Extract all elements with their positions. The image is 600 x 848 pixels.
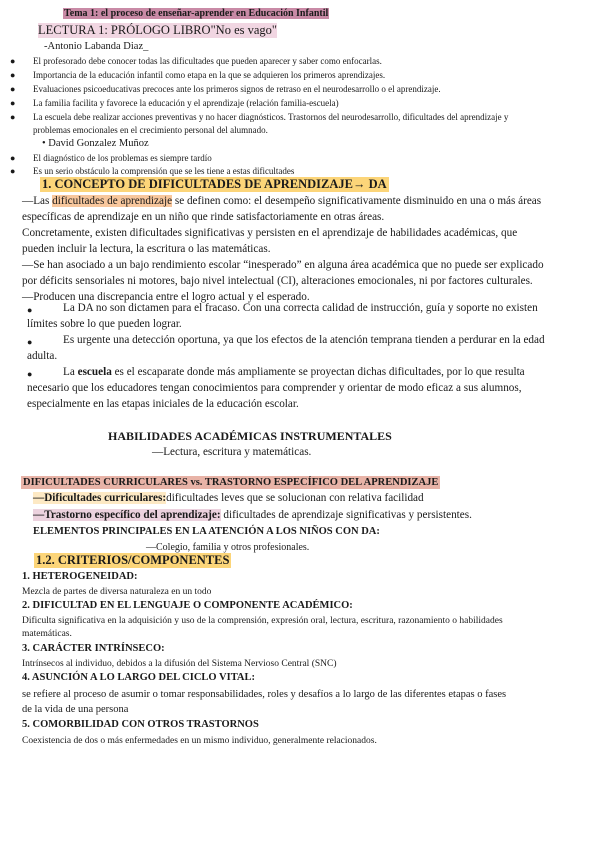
text-span: Concretamente, existen dificultades significativas y persisten en el aprendizaje de habilidades académicas, que xyxy=(22,227,518,239)
criterio-text: se refiere al proceso de asumir o tomar responsabilidades, roles y desafíos a lo largo de las diferentes etapas o fases xyxy=(22,689,507,700)
definition-paragraph xyxy=(22,193,592,305)
criterio-text: de la vida de una persona xyxy=(22,704,129,715)
text-span: —Producen una discrepancia entre el logro actual y el esperado. xyxy=(22,291,310,303)
text-span: pueden incluir la lectura, la escritura o las matemáticas. xyxy=(22,243,271,255)
list-item-continuation: especialmente en las etapas iniciales de la educación escolar. xyxy=(27,398,299,410)
text-span: específicas de aprendizaje en un niño que rinde satisfactoriamente en otras áreas. xyxy=(22,211,385,223)
criterio-title: 1. HETEROGENEIDAD: xyxy=(22,571,138,582)
bullet-icon: ● xyxy=(10,56,16,66)
criterio-text: Dificulta significativa en la adquisición y uso de la comprensión, expresión oral, lectura, escritura, razonamiento o habilidades xyxy=(22,616,503,626)
list-item: La DA no son dictamen para el fracaso. Con una correcta calidad de instrucción, guía y soporte no existen xyxy=(63,302,538,314)
text-span: —Las xyxy=(22,195,53,207)
comparison-item-curriculares xyxy=(33,492,424,504)
text-span: se definen como: el desempeño significativamente disminuido en una o más áreas xyxy=(172,195,542,207)
section-1-heading: 1. CONCEPTO DE DIFICULTADES DE APRENDIZAJE→ DA xyxy=(42,177,387,191)
habilidades-title: HABILIDADES ACADÉMICAS INSTRUMENTALES xyxy=(108,429,392,443)
text-span: es el escaparate donde más ampliamente se proyectan dichas dificultades, por lo que resulta xyxy=(111,366,525,378)
habilidades-subtitle: —Lectura, escritura y matemáticas. xyxy=(152,446,312,458)
bullet-icon: ● xyxy=(10,70,16,80)
text-span: —Se han asociado a un bajo rendimiento escolar “inesperado” en alguna área académica que no puede ser explicado xyxy=(22,259,544,271)
tema-title: Tema 1: el proceso de enseñar-aprender en Educación Infantil xyxy=(64,8,329,19)
elementos-subtitle: —Colegio, familia y otros profesionales. xyxy=(146,542,310,553)
criterio-text: Mezcla de partes de diversa naturaleza en un todo xyxy=(22,587,212,597)
list-item: Evaluaciones psicoeducativas precoces ante los primeros signos de retraso en el neurodesarrollo o el aprendizaje. xyxy=(33,84,441,94)
bullet-icon: ● xyxy=(10,166,16,176)
text-span: La xyxy=(63,366,78,378)
list-item: Es un serio obstáculo la comprensión que se les tiene a estas dificultades xyxy=(33,166,295,176)
comparison-item-trastorno xyxy=(33,509,472,521)
list-item-continuation: límites sobre lo que pueden lograr. xyxy=(27,318,182,330)
bullet-icon: ● xyxy=(10,98,16,108)
author-david: • David Gonzalez Muñoz xyxy=(42,138,149,149)
text-span: dificultades de aprendizaje significativas y persistentes. xyxy=(220,509,472,521)
lectura-title: LECTURA 1: PRÓLOGO LIBRO"No es vago" xyxy=(38,23,278,37)
author-antonio: -Antonio Labanda Diaz_ xyxy=(44,41,149,52)
list-item-continuation: adulta. xyxy=(27,350,58,362)
bullet-icon: ● xyxy=(27,305,33,315)
label-curriculares: —Dificultades curriculares: xyxy=(33,492,167,504)
list-item: Es urgente una detección oportuna, ya que los efectos de la atención temprana tienden a perdurar en la edad xyxy=(63,334,545,346)
elementos-heading: ELEMENTOS PRINCIPALES EN LA ATENCIÓN A LOS NIÑOS CON DA: xyxy=(33,526,380,537)
list-item: La escuela debe realizar acciones preventivas y no hacer diagnósticos. Trastornos del neurodesarrollo, dificultades del aprendizaje y xyxy=(33,112,509,122)
highlight-dificultades: dificultades de aprendizaje xyxy=(52,195,173,207)
bullet-icon: ● xyxy=(10,84,16,94)
criterio-text: matemáticas. xyxy=(22,629,72,639)
bullet-icon: ● xyxy=(27,337,33,347)
bullet-icon: ● xyxy=(10,153,16,163)
list-item: La familia facilita y favorece la educación y el aprendizaje (relación familia-escuela) xyxy=(33,98,339,108)
text-span: por déficits sensoriales ni motores, bajo nivel intelectual (CI), alteraciones emocionales, ni por factores culturales. xyxy=(22,275,533,287)
bullet-icon: ● xyxy=(27,369,33,379)
bold-escuela: escuela xyxy=(77,366,112,378)
criterio-title: 5. COMORBILIDAD CON OTROS TRASTORNOS xyxy=(22,719,259,730)
criterio-title: 3. CARÁCTER INTRÍNSECO: xyxy=(22,643,165,654)
criterio-title: 4. ASUNCIÓN A LO LARGO DEL CICLO VITAL: xyxy=(22,672,255,683)
criterio-text: Intrínsecos al individuo, debidos a la difusión del Sistema Nervioso Central (SNC) xyxy=(22,659,337,669)
list-item-continuation: necesario que los educadores tengan conocimientos para comprender y orientar de modo eficaz a sus alumnos, xyxy=(27,382,522,394)
text-span: dificultades leves que se solucionan con relativa facilidad xyxy=(166,492,424,504)
list-item: Importancia de la educación infantil como etapa en la que se adquieren los primeros aprendizajes. xyxy=(33,70,386,80)
bullet-icon: ● xyxy=(10,112,16,122)
list-item: El diagnóstico de los problemas es siempre tardío xyxy=(33,153,212,163)
criterio-title: 2. DIFICULTAD EN EL LENGUAJE O COMPONENTE ACADÉMICO: xyxy=(22,600,353,611)
list-item xyxy=(63,366,525,378)
section-12-heading: 1.2. CRITERIOS/COMPONENTES xyxy=(36,553,230,567)
list-item-continuation: problemas emocionales en el crecimiento personal del alumnado. xyxy=(33,125,268,135)
list-item: El profesorado debe conocer todas las dificultades que pueden aparecer y saber como enfocarlas. xyxy=(33,56,382,66)
label-trastorno: —Trastorno específico del aprendizaje: xyxy=(33,509,221,521)
criterio-text: Coexistencia de dos o más enfermedades en un mismo individuo, generalmente relacionados. xyxy=(22,736,377,746)
comparison-heading: DIFICULTADES CURRICULARES vs. TRASTORNO ESPECÍFICO DEL APRENDIZAJE xyxy=(23,477,439,488)
